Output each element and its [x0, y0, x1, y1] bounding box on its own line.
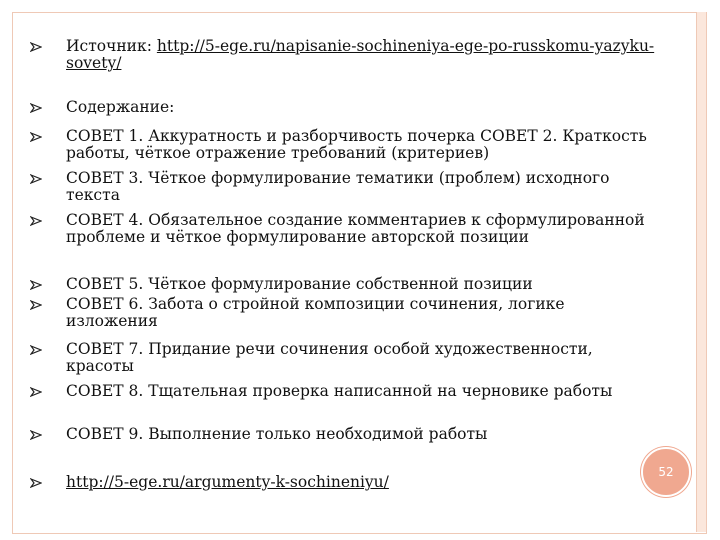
source-label: Источник: — [66, 37, 152, 55]
source-text — [66, 38, 656, 72]
slide-frame-right-band — [696, 12, 706, 532]
bullet-icon — [30, 174, 42, 184]
bullet-icon — [30, 430, 42, 440]
list-item-text: СОВЕТ 7. Придание речи сочинения особой художественности, красоты — [66, 340, 593, 375]
bullet-icon — [30, 387, 42, 397]
list-item-text: СОВЕТ 1. Аккуратность и разборчивость почерка СОВЕТ 2. Краткость работы, чёткое отражение требований (критериев) — [66, 127, 647, 162]
list-item-text: СОВЕТ 8. Тщательная проверка написанной на черновике работы — [66, 382, 613, 400]
bullet-icon — [30, 103, 42, 113]
list-item-text: СОВЕТ 9. Выполнение только необходимой работы — [66, 425, 488, 443]
list-item-text: СОВЕТ 3. Чёткое формулирование тематики (проблем) исходного текста — [66, 169, 610, 204]
bullet-icon — [30, 132, 42, 142]
bullet-icon — [30, 42, 42, 52]
list-item-text: СОВЕТ 5. Чёткое формулирование собственной позиции — [66, 275, 533, 293]
bullet-icon — [30, 216, 42, 226]
source-link[interactable]: http://5-ege.ru/napisanie-sochineniya-ege-po-russkomu-yazyku-sovety/ — [66, 37, 655, 72]
list-item-text: СОВЕТ 4. Обязательное создание комментариев к сформулированной проблеме и чёткое формулирование авторской позиции — [66, 211, 645, 246]
bottom-link-text — [66, 474, 656, 491]
bullet-icon — [30, 300, 42, 310]
list-item-text: Содержание: — [66, 98, 175, 116]
list-item-text: СОВЕТ 6. Забота о стройной композиции сочинения, логике изложения — [66, 295, 565, 330]
slide-frame — [12, 12, 707, 534]
page-number-badge: 52 — [641, 447, 691, 497]
bottom-link[interactable]: http://5-ege.ru/argumenty-k-sochineniyu/ — [66, 473, 389, 491]
bullet-icon — [30, 280, 42, 290]
bullet-icon — [30, 478, 42, 488]
bullet-icon — [30, 345, 42, 355]
